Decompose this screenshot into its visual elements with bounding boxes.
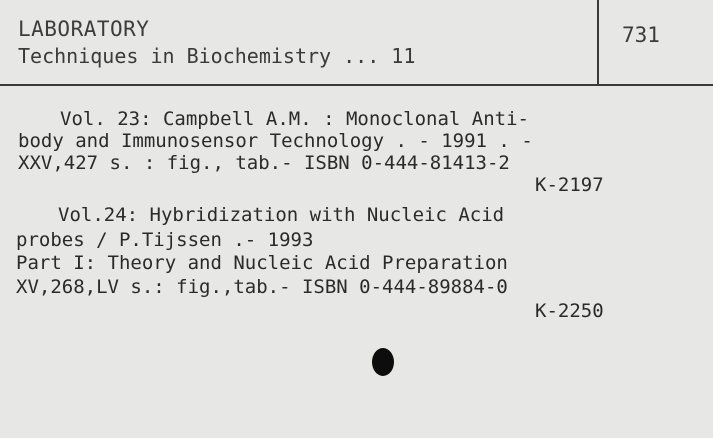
- entry-2-line-4: XV,268,LV s.: fig.,tab.- ISBN 0-444-89884-0: [16, 276, 508, 298]
- entry-1-line-1: Vol. 23: Campbell A.M. : Monoclonal Anti-: [60, 108, 529, 130]
- entry-2-line-3: Part I: Theory and Nucleic Acid Preparation: [16, 252, 508, 274]
- entry-2-line-1: Vol.24: Hybridization with Nucleic Acid: [58, 204, 505, 226]
- entry-1-shelfmark: K-2197: [535, 174, 604, 196]
- header-divider: [597, 0, 599, 84]
- card-header: [0, 0, 713, 86]
- punch-hole: [372, 348, 394, 376]
- call-number: 731: [622, 23, 660, 47]
- series-subtitle: Techniques in Biochemistry ... 11: [18, 44, 416, 68]
- entry-2-shelfmark: K-2250: [535, 300, 604, 322]
- entry-1-line-2: body and Immunosensor Technology . - 1991 . -: [18, 130, 533, 152]
- entry-2-line-2: probes / P.Tijssen .- 1993: [16, 229, 314, 251]
- series-title: LABORATORY: [18, 17, 150, 41]
- entry-1-line-3: XXV,427 s. : fig., tab.- ISBN 0-444-81413-2: [18, 152, 510, 174]
